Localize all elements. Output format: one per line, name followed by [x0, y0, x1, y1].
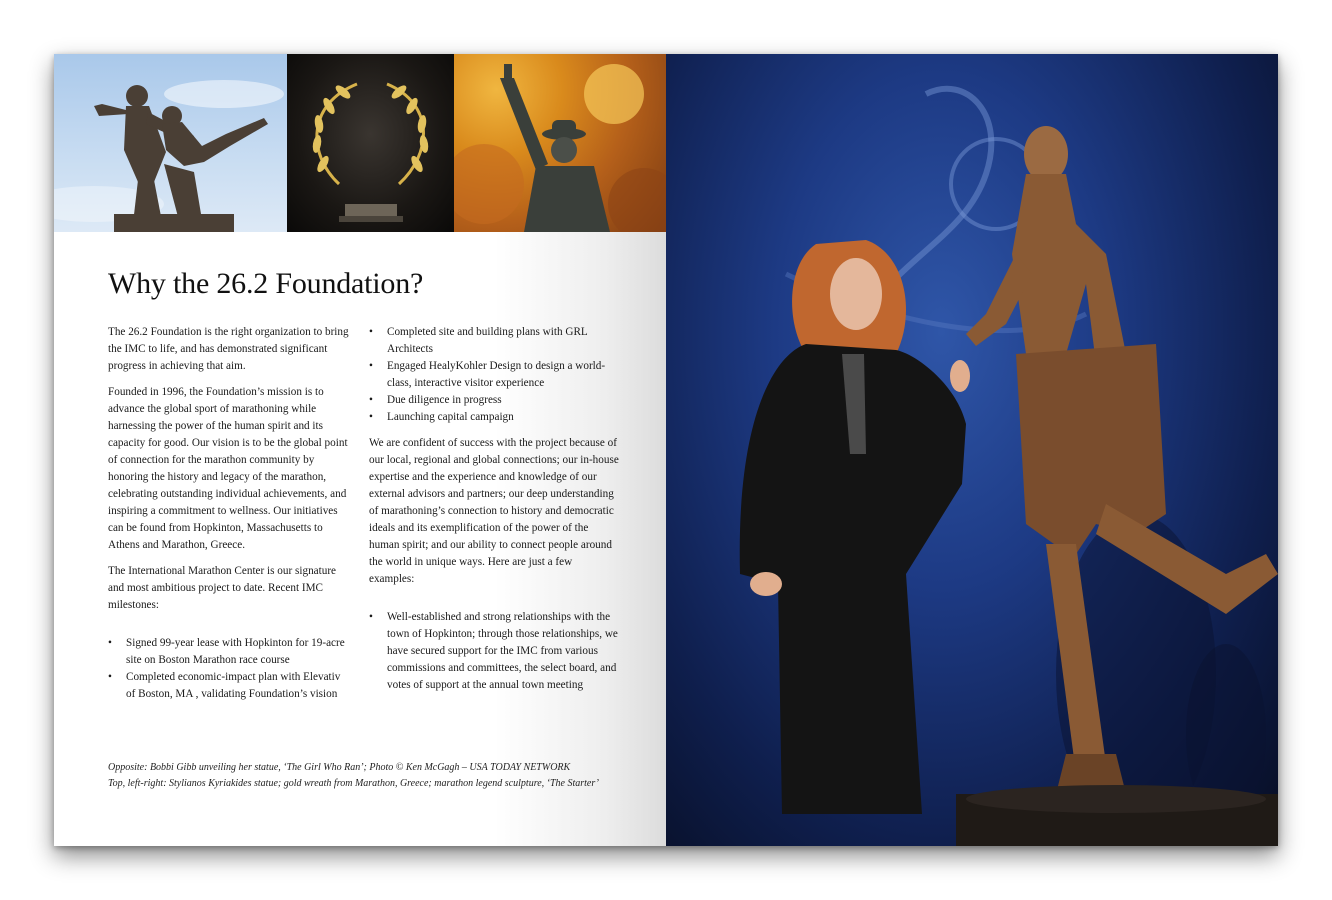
milestones-list	[108, 635, 352, 703]
body-column-right	[369, 324, 619, 703]
the-starter-photo	[454, 54, 666, 232]
confidence-paragraph: We are confident of success with the project because of our local, regional and global connections; our in-house expertise and the experience and knowledge of our external advisors and partners; our deep understanding of marathoning’s connection to history and democratic ideals and its exemplification of the power of the human spirit; and our ability to connect people around the world in unique ways. Here are just a few examples:	[369, 437, 619, 585]
intro-paragraph: The 26.2 Foundation is the right organization to bring the IMC to life, and has demonstrated significant progress in achieving that aim.	[108, 326, 349, 372]
gold-wreath-image	[287, 54, 454, 232]
caption-line-opposite: Opposite: Bobbi Gibb unveiling her statue, ‘The Girl Who Ran’; Photo © Ken McGagh – USA TODAY NETWORK	[108, 762, 571, 773]
list-item: • Launching capital campaign	[369, 409, 619, 426]
list-item: • Due diligence in progress	[369, 392, 619, 409]
gold-wreath-photo	[287, 54, 454, 232]
page-title: Why the 26.2 Foundation?	[108, 267, 424, 300]
the-starter-image	[454, 54, 666, 232]
spacer	[108, 623, 352, 635]
examples-list	[369, 609, 619, 694]
brochure-spread	[54, 54, 1278, 846]
list-item: • Engaged HealyKohler Design to design a world-class, interactive visitor experience	[369, 358, 619, 392]
imc-paragraph: The International Marathon Center is our signature and most ambitious project to date. Recent IMC milestones:	[108, 565, 337, 611]
list-item: • Completed site and building plans with GRL Architects	[369, 324, 619, 358]
bobbi-gibb-statue-image	[666, 54, 1278, 846]
mission-paragraph: Founded in 1996, the Foundation’s mission is to advance the global sport of marathoning while harnessing the power of the human spirit and its capacity for good. Our vision is to be the global point of connection for the marathon community by honoring the history and legacy of the marathon, celebrating outstanding individual achievements, and inspiring a commitment to wellness. Our initiatives can be found from Hopkinton, Massachusetts to Athens and Marathon, Greece.	[108, 386, 348, 551]
kyriakides-statue-photo	[54, 54, 287, 232]
right-page-photo	[666, 54, 1278, 846]
list-item: • Completed economic-impact plan with Elevativ of Boston, MA , validating Foundation’s vision	[108, 669, 352, 703]
caption-line-top: Top, left-right: Stylianos Kyriakides statue; gold wreath from Marathon, Greece; marathon legend sculpture, ‘The Starter’	[108, 778, 599, 789]
list-item: • Well-established and strong relationships with the town of Hopkinton; through those relationships, we have secured support for the IMC from various commissions and committees, the select board, and votes of support at the annual town meeting	[369, 609, 619, 694]
milestones-list-continued	[369, 324, 619, 426]
spacer	[369, 597, 619, 609]
list-item: • Signed 99-year lease with Hopkinton for 19-acre site on Boston Marathon race course	[108, 635, 352, 669]
photo-caption	[108, 760, 648, 792]
left-page	[54, 54, 666, 846]
kyriakides-statue-image	[54, 54, 287, 232]
body-column-left	[108, 324, 352, 712]
